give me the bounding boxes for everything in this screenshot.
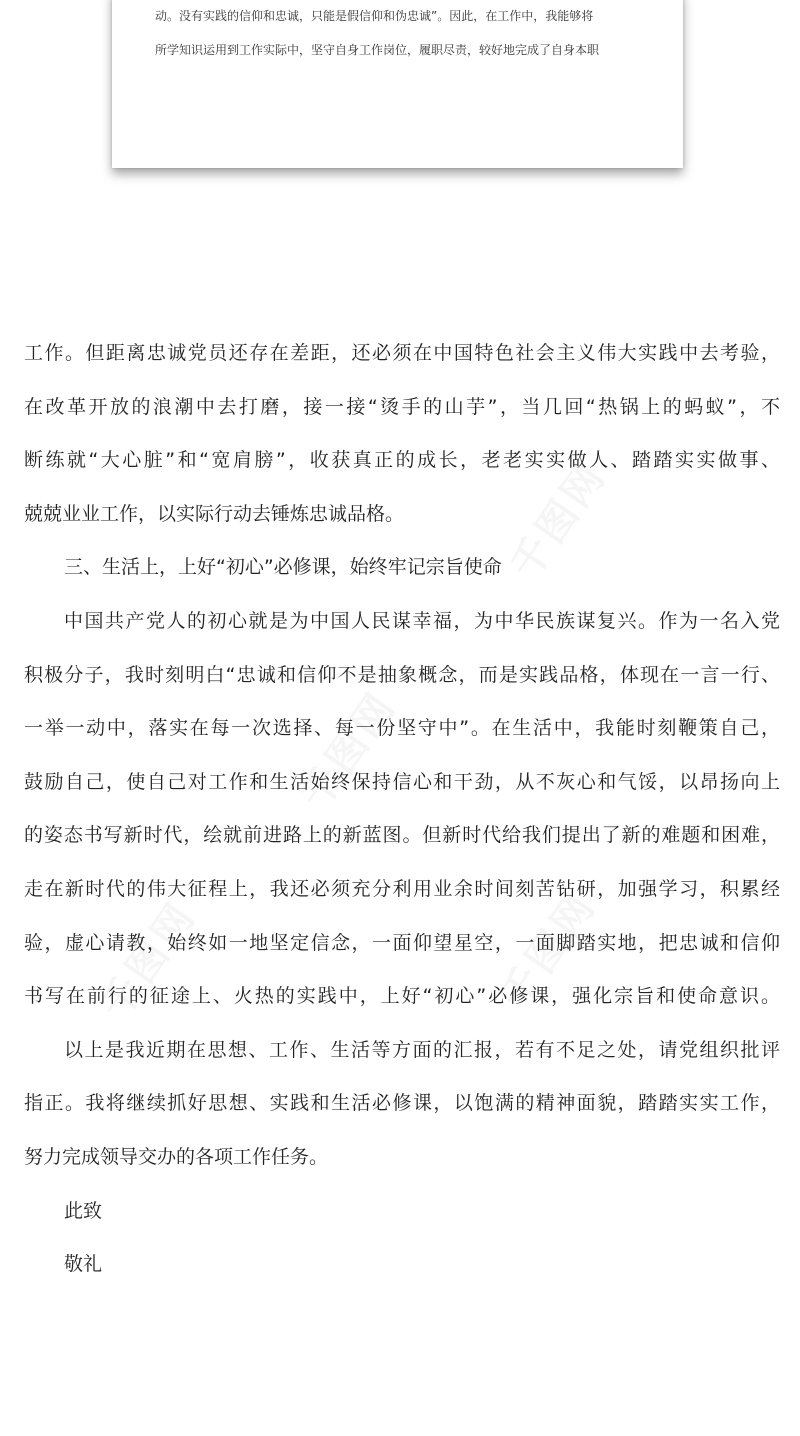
paragraph-line: 工作。但距离忠诚党员还存在差距，还必须在中国特色社会主义伟大实践中去考验， (24, 342, 780, 364)
watermark-graphic: 千图网 (492, 883, 606, 1018)
paragraph-line: 鼓励自己，使自己对工作和生活始终保持信心和干劲，从不灰心和气馁，以昂扬向上 (24, 770, 780, 793)
paragraph-line: 验，虚心请教，始终如一地坚定信念，一面仰望星空，一面脚踏实地，把忠诚和信仰 (24, 931, 780, 954)
paragraph-line: 以上是我近期在思想、工作、生活等方面的汇报，若有不足之处，请党组织批评 (64, 1038, 780, 1061)
preview-text-line: 所学知识运用到工作实际中，坚守自身工作岗位，履职尽责，较好地完成了自身本职 (155, 43, 600, 57)
paragraph-line: 一举一动中，落实在每一次选择、每一份坚守中”。在生活中，我能时刻鞭策自己， (24, 717, 780, 740)
document-preview-card (112, 0, 683, 168)
paragraph-line: 指正。我将继续抓好思想、实践和生活必修课，以饱满的精神面貌，踏踏实实工作， (24, 1092, 780, 1115)
paragraph-line: 努力完成领导交办的各项工作任务。 (24, 1145, 329, 1168)
paragraph-line: 中国共产党人的初心就是为中国人民谋幸福，为中华民族谋复兴。作为一名入党 (64, 609, 780, 632)
paragraph-line: 断练就“大心脏”和“宽肩膀”，收获真正的成长，老老实实做人、踏踏实实做事、 (24, 449, 780, 472)
preview-text-line: 动。没有实践的信仰和忠诚，只能是假信仰和伪忠诚”。因此，在工作中，我能够将 (155, 9, 594, 23)
closing-regards: 敬礼 (64, 1253, 103, 1276)
paragraph-line: 兢兢业业工作，以实际行动去锤炼忠诚品格。 (24, 502, 405, 525)
paragraph-line: 在改革开放的浪潮中去打磨，接一接“烫手的山芋”，当几回“热锅上的蚂蚁”，不 (24, 395, 780, 418)
paragraph-line: 积极分子，我时刻明白“忠诚和信仰不是抽象概念，而是实践品格，体现在一言一行、 (24, 663, 780, 686)
paragraph-line: 走在新时代的伟大征程上，我还必须充分利用业余时间刻苦钻研，加强学习，积累经 (24, 877, 780, 900)
document-body (24, 327, 780, 1292)
watermark-graphic: 千图网 (92, 893, 206, 1028)
section-heading: 三、生活上，上好“初心”必修课，始终牢记宗旨使命 (64, 556, 502, 579)
paragraph-line: 的姿态书写新时代，绘就前进路上的新蓝图。但新时代给我们提出了新的难题和困难， (24, 824, 780, 847)
closing-salutation: 此致 (64, 1199, 103, 1222)
watermark-graphic: 千图网 (502, 453, 616, 588)
paragraph-line: 书写在前行的征途上、火热的实践中，上好“初心”必修课，强化宗旨和使命意识。 (24, 985, 780, 1008)
watermark-graphic: 千图网 (292, 683, 406, 818)
